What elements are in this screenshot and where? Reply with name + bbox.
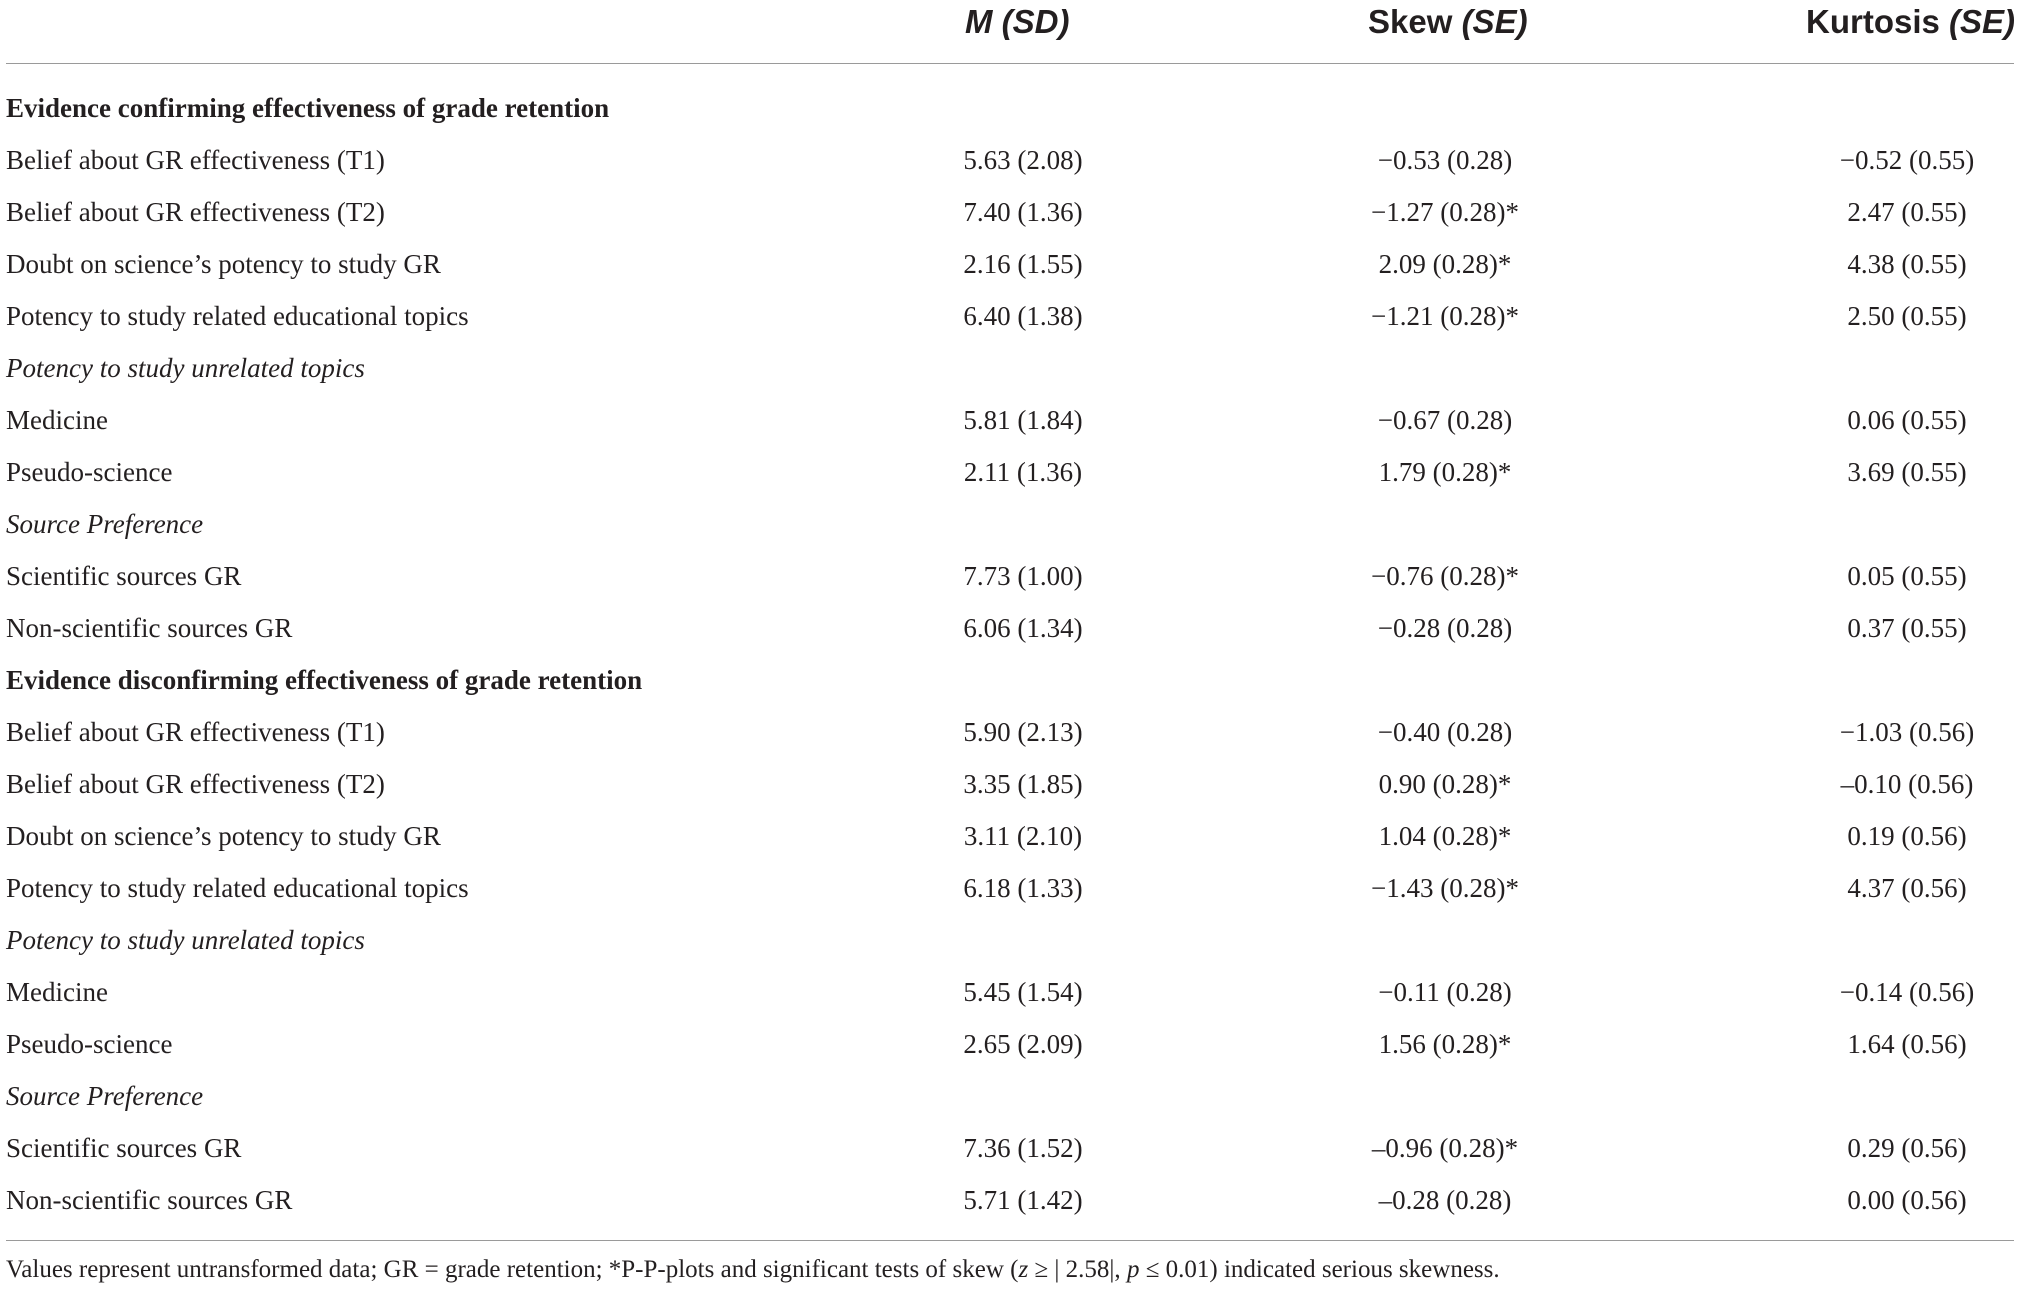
row-label: Potency to study related educational topics — [6, 301, 469, 331]
subheading-row — [0, 502, 2019, 554]
row-label: Evidence confirming effectiveness of grade retention — [6, 93, 610, 123]
row-label: Medicine — [6, 977, 108, 1007]
header-mean-sd — [965, 0, 1070, 44]
header-kurt-paren: (SE) — [1949, 3, 2016, 40]
kurtosis-se-cell: 0.19 (0.56) — [1847, 821, 1967, 851]
row-label: Doubt on science’s potency to study GR — [6, 821, 441, 851]
skew-se-cell: 0.90 (0.28)* — [1378, 769, 1512, 799]
table-header — [0, 0, 2019, 52]
table-row — [0, 554, 2019, 606]
kurtosis-se-cell: −0.14 (0.56) — [1839, 977, 1975, 1007]
table-row — [0, 606, 2019, 658]
mean-sd-cell: 6.06 (1.34) — [963, 613, 1083, 643]
table-row — [0, 1022, 2019, 1074]
row-label: Medicine — [6, 405, 108, 435]
row-label: Potency to study unrelated topics — [6, 353, 365, 383]
row-label: Non-scientific sources GR — [6, 613, 293, 643]
table-row — [0, 450, 2019, 502]
kurtosis-se-cell: −0.52 (0.55) — [1839, 145, 1975, 175]
row-label: Source Preference — [6, 1081, 204, 1111]
mean-sd-cell: 5.71 (1.42) — [963, 1185, 1083, 1215]
header-skew-main: Skew — [1368, 3, 1453, 40]
mean-sd-cell: 7.73 (1.00) — [963, 561, 1083, 591]
skew-se-cell: −1.27 (0.28)* — [1371, 197, 1519, 227]
row-label: Belief about GR effectiveness (T1) — [6, 717, 385, 747]
table-row — [0, 866, 2019, 918]
skew-se-cell: 2.09 (0.28)* — [1378, 249, 1512, 279]
table-row — [0, 970, 2019, 1022]
kurtosis-se-cell: 2.47 (0.55) — [1847, 197, 1967, 227]
row-label: Belief about GR effectiveness (T1) — [6, 145, 385, 175]
kurtosis-se-cell: 0.06 (0.55) — [1847, 405, 1967, 435]
kurtosis-se-cell: 4.37 (0.56) — [1847, 873, 1967, 903]
mean-sd-cell: 3.35 (1.85) — [963, 769, 1083, 799]
skew-se-cell: −0.40 (0.28) — [1377, 717, 1513, 747]
row-label: Belief about GR effectiveness (T2) — [6, 197, 385, 227]
mean-sd-cell: 7.36 (1.52) — [963, 1133, 1083, 1163]
table-row — [0, 242, 2019, 294]
skew-se-cell: –0.28 (0.28) — [1378, 1185, 1512, 1215]
row-label: Evidence disconfirming effectiveness of grade retention — [6, 665, 643, 695]
kurtosis-se-cell: 0.37 (0.55) — [1847, 613, 1967, 643]
kurtosis-se-cell: −1.03 (0.56) — [1839, 717, 1975, 747]
row-label: Doubt on science’s potency to study GR — [6, 249, 441, 279]
footnote-text-2: ≥ | 2.58|, — [1028, 1256, 1127, 1283]
footnote-z: z — [1018, 1256, 1029, 1283]
mean-sd-cell: 2.16 (1.55) — [963, 249, 1083, 279]
footnote-text-3: ≤ 0.01) indicated serious skewness. — [1139, 1256, 1500, 1283]
mean-sd-cell: 5.90 (2.13) — [963, 717, 1083, 747]
header-mean-paren: (SD) — [1001, 3, 1070, 40]
row-label: Pseudo-science — [6, 1029, 173, 1059]
row-label: Scientific sources GR — [6, 1133, 242, 1163]
table-row — [0, 762, 2019, 814]
table-row — [0, 138, 2019, 190]
kurtosis-se-cell: 4.38 (0.55) — [1847, 249, 1967, 279]
mean-sd-cell: 5.45 (1.54) — [963, 977, 1083, 1007]
row-label: Belief about GR effectiveness (T2) — [6, 769, 385, 799]
skew-se-cell: −0.67 (0.28) — [1377, 405, 1513, 435]
skew-se-cell: −0.28 (0.28) — [1377, 613, 1513, 643]
table-row — [0, 814, 2019, 866]
mean-sd-cell: 6.18 (1.33) — [963, 873, 1083, 903]
subheading-row — [0, 346, 2019, 398]
row-label: Pseudo-science — [6, 457, 173, 487]
row-label: Scientific sources GR — [6, 561, 242, 591]
mean-sd-cell: 2.11 (1.36) — [963, 457, 1083, 487]
header-skew-se — [1368, 0, 1528, 44]
footnote-text-1: Values represent untransformed data; GR = grade retention; *P-P-plots and significant tests of skew ( — [6, 1256, 1019, 1283]
table-row — [0, 398, 2019, 450]
table-body — [0, 86, 2019, 1230]
subheading-row — [0, 1074, 2019, 1126]
table-row — [0, 1126, 2019, 1178]
row-label: Potency to study unrelated topics — [6, 925, 365, 955]
table-row — [0, 294, 2019, 346]
header-kurt-main: Kurtosis — [1806, 3, 1940, 40]
mean-sd-cell: 7.40 (1.36) — [963, 197, 1083, 227]
header-mean-main: M — [965, 3, 993, 40]
skew-se-cell: 1.56 (0.28)* — [1378, 1029, 1512, 1059]
skew-se-cell: −1.43 (0.28)* — [1371, 873, 1519, 903]
kurtosis-se-cell: 3.69 (0.55) — [1847, 457, 1967, 487]
kurtosis-se-cell: 0.05 (0.55) — [1847, 561, 1967, 591]
row-label: Source Preference — [6, 509, 204, 539]
header-kurtosis-se — [1806, 0, 2015, 44]
header-skew-paren: (SE) — [1461, 3, 1528, 40]
kurtosis-se-cell: 2.50 (0.55) — [1847, 301, 1967, 331]
skew-se-cell: –0.96 (0.28)* — [1371, 1133, 1519, 1163]
mean-sd-cell: 5.63 (2.08) — [963, 145, 1083, 175]
skew-se-cell: 1.04 (0.28)* — [1378, 821, 1512, 851]
table-row — [0, 710, 2019, 762]
section-header-row — [0, 658, 2019, 710]
skew-se-cell: 1.79 (0.28)* — [1378, 457, 1512, 487]
header-divider — [6, 63, 2014, 64]
row-label: Potency to study related educational topics — [6, 873, 469, 903]
kurtosis-se-cell: 0.29 (0.56) — [1847, 1133, 1967, 1163]
footer-divider — [6, 1240, 2014, 1241]
footnote-p: p — [1126, 1256, 1140, 1283]
row-label: Non-scientific sources GR — [6, 1185, 293, 1215]
kurtosis-se-cell: –0.10 (0.56) — [1840, 769, 1974, 799]
kurtosis-se-cell: 1.64 (0.56) — [1847, 1029, 1967, 1059]
skew-se-cell: −0.53 (0.28) — [1377, 145, 1513, 175]
mean-sd-cell: 5.81 (1.84) — [963, 405, 1083, 435]
skew-se-cell: −1.21 (0.28)* — [1371, 301, 1519, 331]
subheading-row — [0, 918, 2019, 970]
mean-sd-cell: 6.40 (1.38) — [963, 301, 1083, 331]
table-row — [0, 190, 2019, 242]
mean-sd-cell: 3.11 (2.10) — [963, 821, 1083, 851]
mean-sd-cell: 2.65 (2.09) — [963, 1029, 1083, 1059]
skew-se-cell: −0.11 (0.28) — [1378, 977, 1512, 1007]
kurtosis-se-cell: 0.00 (0.56) — [1847, 1185, 1967, 1215]
skew-se-cell: −0.76 (0.28)* — [1371, 561, 1519, 591]
section-header-row — [0, 86, 2019, 138]
table-footnote — [6, 1251, 1500, 1289]
table-row — [0, 1178, 2019, 1230]
